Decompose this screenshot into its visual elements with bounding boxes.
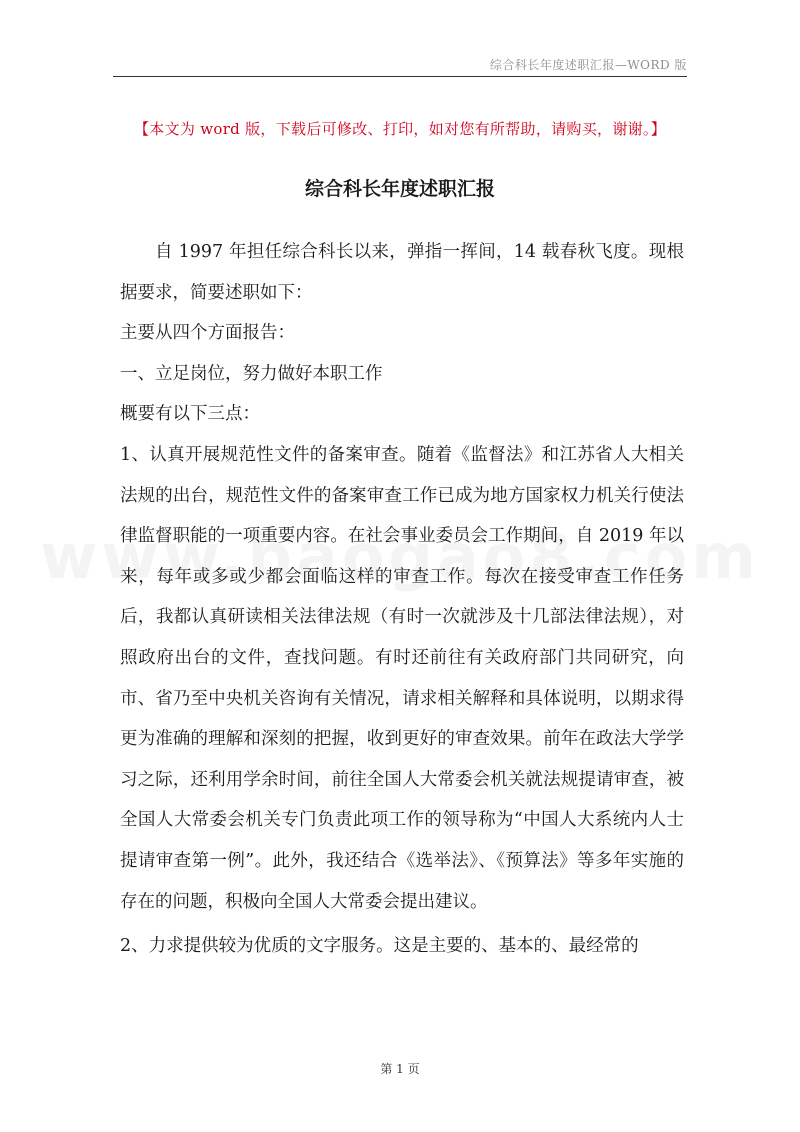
purchase-notice: 【本文为 word 版，下载后可修改、打印，如对您有所帮助，请购买，谢谢。】 (133, 120, 667, 138)
paragraph-item-1: 1、认真开展规范性文件的备案审查。随着《监督法》和江苏省人大相关法规的出台，规范性文件的备案审查工作已成为地方国家权力机关行使法律监督职能的一项重要内容。在社会事业委员会工作期间，自 2019 年以来，每年或多或少都会面临这样的审查工作。每次在接受审查工作任务后，我都认真研读相关法律法规（有时一次就涉及十几部法律法规），对照政府出台的文件，查找问题。有时还前往有关政府部门共同研究，向市、省乃至中央机关咨询有关情况，请求相关解释和具体说明，以期求得更为准确的理解和深刻的把握，收到更好的审查效果。前年在政法大学学习之际，还利用学余时间，前往全国人大常委会机关就法规提请审查，被全国人大常委会机关专门负责此项工作的领导称为“中国人大系统内人士提请审查第一例”。此外，我还结合《选举法》、《预算法》等多年实施的存在的问题，积极向全国人大常委会提出建议。 (120, 444, 684, 912)
paragraph-item-2: 2、力求提供较为优质的文字服务。这是主要的、基本的、最经常的 (120, 936, 639, 957)
header-rule (113, 76, 687, 77)
paragraph-intro: 自 1997 年担任综合科长以来，弹指一挥间，14 载春秋飞度。现根据要求，简要述职如下： (120, 242, 684, 303)
page-number: 第 1 页 (380, 1062, 420, 1076)
page-header: 综合科长年度述职汇报—WORD 版 (489, 58, 687, 72)
section-heading-1: 一、立足岗位，努力做好本职工作 (120, 363, 383, 384)
paragraph-summary-lead: 概要有以下三点： (120, 404, 260, 425)
document-body (120, 232, 684, 967)
paragraph-report-scope: 主要从四个方面报告： (120, 323, 295, 344)
document-title: 综合科长年度述职汇报 (304, 178, 495, 200)
